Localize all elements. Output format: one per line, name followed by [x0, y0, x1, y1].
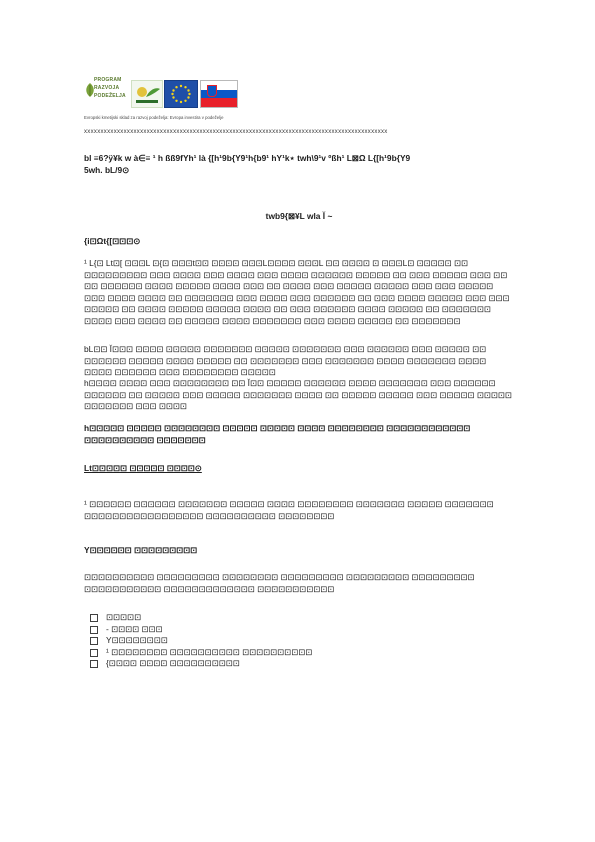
leader-logo	[131, 80, 163, 108]
section-title: twb9{⊠¥L wla Ĭ ~	[265, 211, 333, 221]
paragraph-5: ¹ ⊡⊡⊡⊡⊡⊡ ⊡⊡⊡⊡⊡⊡ ⊡⊡⊡⊡⊡⊡⊡ ⊡⊡⊡⊡⊡ ⊡⊡⊡⊡ ⊡⊡⊡⊡⊡⊡⊡⊡ ⊡⊡⊡⊡⊡⊡⊡ ⊡⊡⊡⊡⊡ ⊡⊡⊡⊡⊡⊡⊡ ⊡⊡⊡⊡⊡⊡⊡⊡⊡⊡⊡⊡⊡⊡⊡⊡⊡ ⊡⊡⊡⊡⊡⊡⊡⊡⊡⊡ ⊡⊡⊡⊡⊡⊡⊡⊡	[84, 499, 494, 521]
logo-caption: Evropski kmetijski sklad za razvoj podeželja: Evropa investira v podeželje	[84, 115, 224, 120]
label-3: Y⊡⊡⊡⊡⊡⊡ ⊡⊡⊡⊡⊡⊡⊡⊡⊡	[84, 545, 198, 555]
document-heading-line-2: 5wh. bL/9⊙	[84, 165, 130, 175]
header-separator: xxxxxxxxxxxxxxxxxxxxxxxxxxxxxxxxxxxxxxxxxxxxxxxxxxxxxxxxxxxxxxxxxxxxxxxxxxxxxxxxxxxxxxxxxxxx	[84, 129, 388, 135]
eu-flag	[164, 80, 198, 108]
program-razvoja-podezelja-logo: PROGRAM RAZVOJA PODEŽELJA	[84, 76, 126, 112]
paragraph-1: ¹ L{⊡ Lt⊡[ ⊡⊡⊡L ⊡{⊡ ⊡⊡⊡t⊡⊡ ⊡⊡⊡⊡ ⊡⊡⊡L⊡⊡⊡⊡ ⊡⊡⊡L ⊡⊡ ⊡⊡⊡⊡ ⊡ ⊡⊡⊡L⊡ ⊡⊡⊡⊡⊡ ⊡⊡ ⊡⊡⊡⊡⊡⊡⊡⊡⊡ ⊡⊡⊡ ⊡⊡⊡⊡ ⊡⊡⊡ ⊡⊡⊡⊡ ⊡⊡⊡ ⊡⊡⊡⊡ ⊡⊡⊡⊡⊡⊡ ⊡⊡⊡⊡⊡ ⊡⊡ ⊡⊡⊡ ⊡⊡⊡⊡⊡ ⊡⊡⊡ ⊡⊡ ⊡⊡ ⊡⊡⊡⊡⊡⊡ ⊡⊡⊡⊡ ⊡⊡⊡⊡⊡ ⊡⊡⊡⊡ ⊡⊡⊡ ⊡⊡ ⊡⊡⊡⊡ ⊡⊡⊡ ⊡⊡⊡⊡⊡ ⊡⊡⊡⊡⊡ ⊡⊡⊡ ⊡⊡⊡ ⊡⊡⊡⊡⊡ ⊡⊡⊡ ⊡⊡⊡⊡ ⊡⊡⊡⊡ ⊡⊡ ⊡⊡⊡⊡⊡⊡⊡ ⊡⊡⊡ ⊡⊡⊡⊡ ⊡⊡⊡ ⊡⊡⊡⊡⊡⊡ ⊡⊡ ⊡⊡⊡ ⊡⊡⊡⊡ ⊡⊡⊡⊡⊡ ⊡⊡⊡ ⊡⊡⊡ ⊡⊡⊡⊡⊡ ⊡⊡ ⊡⊡⊡⊡ ⊡⊡⊡⊡⊡ ⊡⊡⊡⊡⊡ ⊡⊡⊡⊡ ⊡⊡ ⊡⊡⊡ ⊡⊡⊡⊡⊡⊡ ⊡⊡⊡⊡ ⊡⊡⊡⊡⊡ ⊡⊡ ⊡⊡⊡⊡⊡⊡⊡ ⊡⊡⊡⊡ ⊡⊡⊡ ⊡⊡⊡⊡ ⊡⊡ ⊡⊡⊡⊡⊡ ⊡⊡⊡⊡ ⊡⊡⊡⊡⊡⊡⊡ ⊡⊡⊡ ⊡⊡⊡⊡ ⊡⊡⊡⊡⊡ ⊡⊡ ⊡⊡⊡⊡⊡⊡⊡	[84, 258, 510, 326]
label-1: {i⊡Ωt{[⊡⊡⊡⊙	[84, 236, 141, 246]
eu-stars-icon	[165, 81, 197, 107]
checkbox-list	[84, 612, 514, 670]
checkbox-icon	[90, 660, 98, 668]
header-logos	[84, 76, 284, 126]
paragraph-4: h⊡⊡⊡⊡⊡ ⊡⊡⊡⊡⊡ ⊡⊡⊡⊡⊡⊡⊡⊡ ⊡⊡⊡⊡⊡ ⊡⊡⊡⊡⊡ ⊡⊡⊡⊡ ⊡⊡⊡⊡⊡⊡⊡⊡ ⊡⊡⊡⊡⊡⊡⊡⊡⊡⊡⊡⊡ ⊡⊡⊡⊡⊡⊡⊡⊡⊡⊡ ⊡⊡⊡⊡⊡⊡⊡	[84, 423, 471, 445]
paragraph-3: h⊡⊡⊡⊡ ⊡⊡⊡⊡ ⊡⊡⊡ ⊡⊡⊡⊡⊡⊡⊡⊡ ⊡⊡ Ĭ⊡⊡ ⊡⊡⊡⊡⊡ ⊡⊡⊡⊡⊡⊡ ⊡⊡⊡⊡ ⊡⊡⊡⊡⊡⊡⊡ ⊡⊡⊡ ⊡⊡⊡⊡⊡⊡ ⊡⊡⊡⊡⊡⊡ ⊡⊡ ⊡⊡⊡⊡⊡ ⊡⊡⊡ ⊡⊡⊡⊡⊡ ⊡⊡⊡⊡⊡⊡⊡ ⊡⊡⊡⊡ ⊡⊡ ⊡⊡⊡⊡⊡ ⊡⊡⊡⊡⊡ ⊡⊡⊡ ⊡⊡⊡⊡⊡ ⊡⊡⊡⊡⊡ ⊡⊡⊡⊡⊡⊡⊡ ⊡⊡⊡ ⊡⊡⊡⊡	[84, 378, 512, 412]
coat-of-arms-icon	[207, 85, 217, 97]
list-item: {⊡⊡⊡⊡ ⊡⊡⊡⊡ ⊡⊡⊡⊡⊡⊡⊡⊡⊡⊡	[84, 658, 514, 670]
list-item: - ⊡⊡⊡⊡ ⊡⊡⊡	[84, 624, 514, 636]
document-heading-line-1: bl ≡6?ÿ¥k w à∈≡ ¹ h ßß9fYh¹ là {[h¹9b{Y9¹h{b9¹ hY¹k⋆ twh\9¹v ºßh¹ L⊠Ω L{[h¹9b{Y9	[84, 153, 411, 163]
leader-emblem-icon	[132, 81, 162, 107]
checkbox-icon	[90, 626, 98, 634]
list-item: ⊡⊡⊡⊡⊡	[84, 612, 514, 624]
paragraph-2: bL⊡⊡ Ĭ⊡⊡⊡ ⊡⊡⊡⊡ ⊡⊡⊡⊡⊡ ⊡⊡⊡⊡⊡⊡⊡ ⊡⊡⊡⊡⊡ ⊡⊡⊡⊡⊡⊡⊡ ⊡⊡⊡ ⊡⊡⊡⊡⊡⊡ ⊡⊡⊡ ⊡⊡⊡⊡⊡ ⊡⊡ ⊡⊡⊡⊡⊡⊡ ⊡⊡⊡⊡⊡ ⊡⊡⊡⊡ ⊡⊡⊡⊡⊡ ⊡⊡ ⊡⊡⊡⊡⊡⊡⊡ ⊡⊡⊡ ⊡⊡⊡⊡⊡⊡⊡ ⊡⊡⊡⊡ ⊡⊡⊡⊡⊡⊡⊡ ⊡⊡⊡⊡ ⊡⊡⊡⊡ ⊡⊡⊡⊡⊡⊡ ⊡⊡⊡ ⊡⊡⊡⊡⊡⊡⊡⊡ ⊡⊡⊡⊡⊡	[84, 344, 487, 378]
label-2: Lt⊡⊡⊡⊡⊡ ⊡⊡⊡⊡⊡ ⊡⊡⊡⊡⊙	[84, 463, 202, 473]
checkbox-icon	[90, 649, 98, 657]
slovenia-flag	[200, 80, 238, 108]
list-item: Y⊡⊡⊡⊡⊡⊡⊡⊡	[84, 635, 514, 647]
checkbox-icon	[90, 614, 98, 622]
checkbox-icon	[90, 637, 98, 645]
list-item: ¹ ⊡⊡⊡⊡⊡⊡⊡⊡ ⊡⊡⊡⊡⊡⊡⊡⊡⊡⊡ ⊡⊡⊡⊡⊡⊡⊡⊡⊡⊡	[84, 647, 514, 659]
paragraph-6: ⊡⊡⊡⊡⊡⊡⊡⊡⊡⊡ ⊡⊡⊡⊡⊡⊡⊡⊡⊡ ⊡⊡⊡⊡⊡⊡⊡⊡ ⊡⊡⊡⊡⊡⊡⊡⊡⊡ ⊡⊡⊡⊡⊡⊡⊡⊡⊡ ⊡⊡⊡⊡⊡⊡⊡⊡⊡ ⊡⊡⊡⊡⊡⊡⊡⊡⊡⊡⊡ ⊡⊡⊡⊡⊡⊡⊡⊡⊡⊡⊡⊡⊡ ⊡⊡⊡⊡⊡⊡⊡⊡⊡⊡⊡	[84, 572, 475, 594]
